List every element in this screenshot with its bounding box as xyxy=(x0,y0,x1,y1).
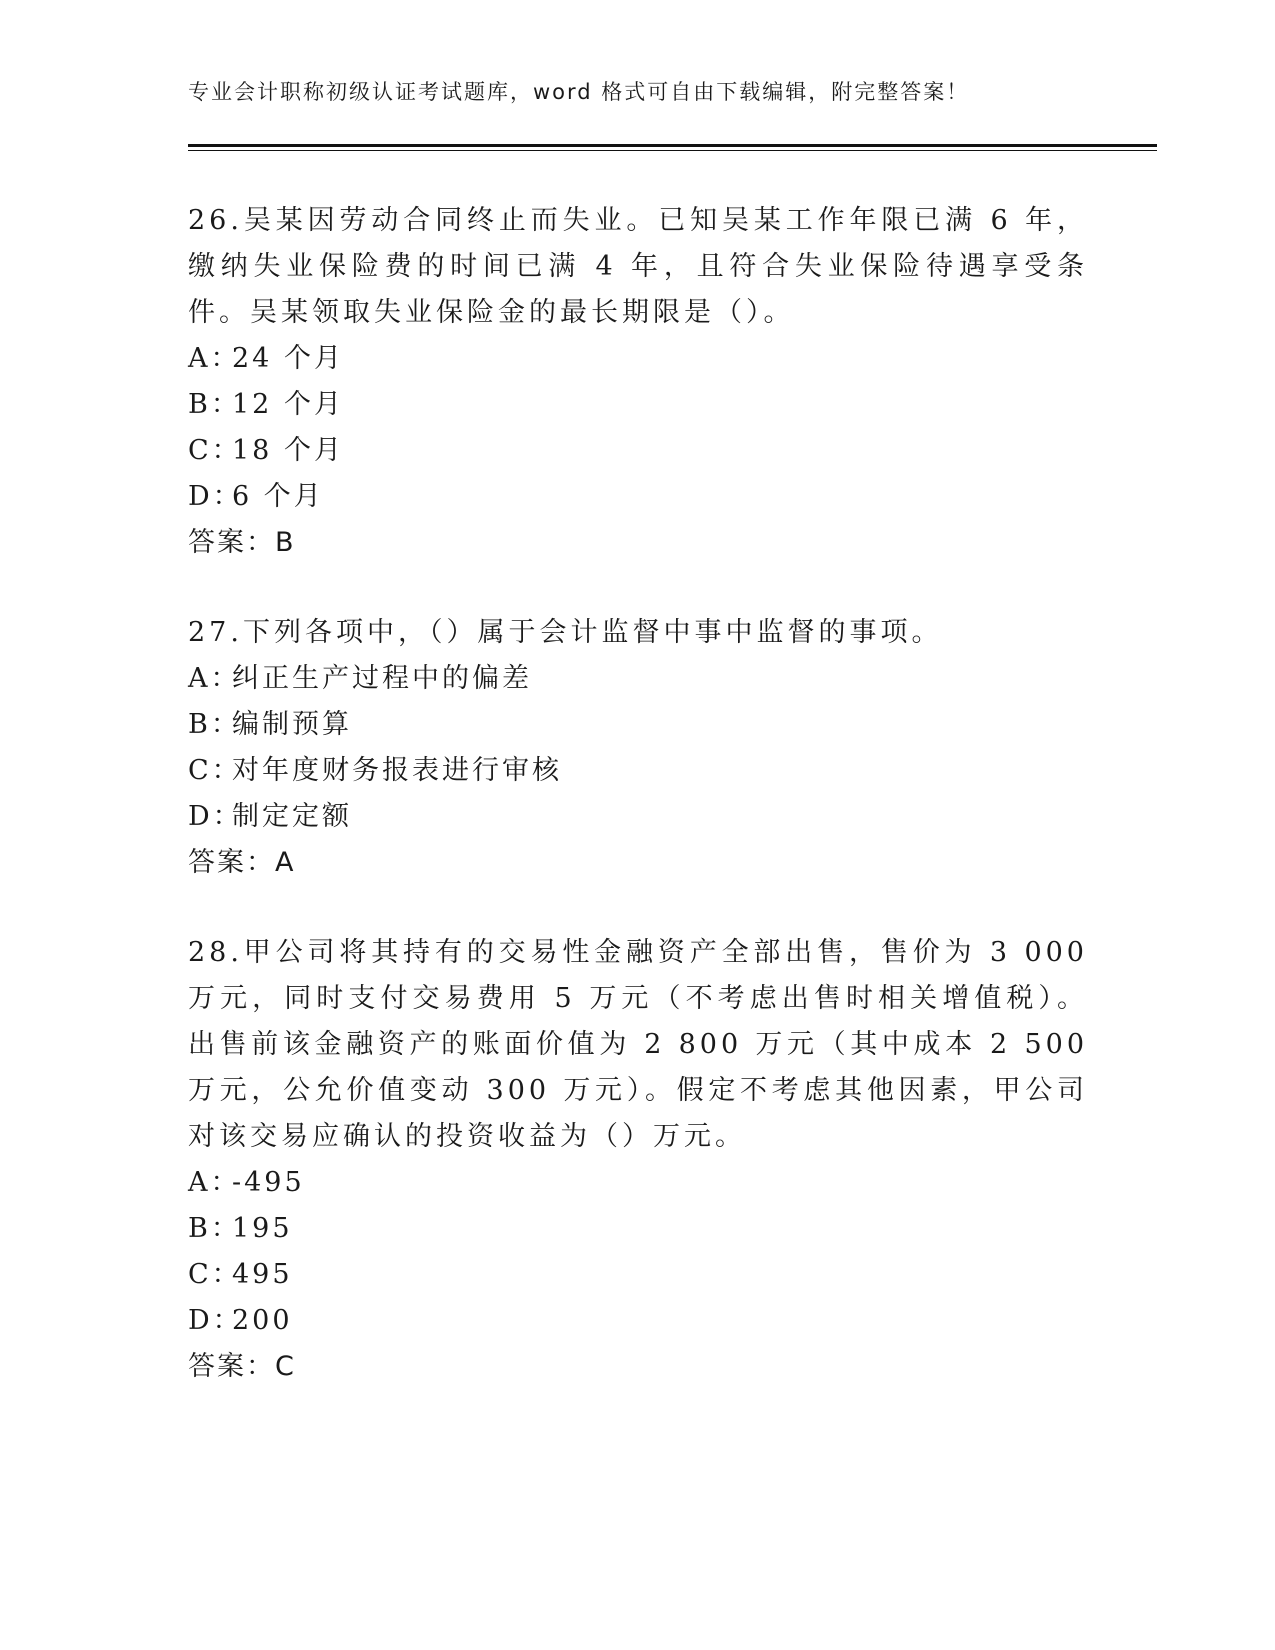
question-list xyxy=(188,198,1088,1434)
option-c xyxy=(188,428,1088,474)
option-a xyxy=(188,336,1088,382)
option-d xyxy=(188,794,1088,840)
option-letter: B： xyxy=(188,709,241,740)
option-c xyxy=(188,748,1088,794)
option-d xyxy=(188,1298,1088,1344)
option-text: 200 xyxy=(232,1305,293,1336)
option-letter: B： xyxy=(188,1213,241,1244)
option-c xyxy=(188,1252,1088,1298)
option-a xyxy=(188,1160,1088,1206)
option-text: 195 xyxy=(232,1213,293,1244)
option-letter: D： xyxy=(188,481,243,512)
option-letter: C： xyxy=(188,1259,242,1290)
option-letter: D： xyxy=(188,1305,243,1336)
answer: 答案：B xyxy=(188,527,296,558)
answer: 答案：C xyxy=(188,1351,296,1382)
option-text: 495 xyxy=(232,1259,293,1290)
question-stem: 26.吴某因劳动合同终止而失业。已知吴某工作年限已满 6 年，缴纳失业保险费的时间已满 4 年，且符合失业保险待遇享受条件。吴某领取失业保险金的最长期限是（）。 xyxy=(188,205,1088,328)
option-text: 24 个月 xyxy=(232,343,344,374)
header-divider xyxy=(188,144,1157,151)
option-letter: A： xyxy=(188,663,241,694)
option-text: 编制预算 xyxy=(232,709,352,740)
question-28 xyxy=(188,930,1088,1390)
option-b xyxy=(188,1206,1088,1252)
option-letter: D： xyxy=(188,801,243,832)
option-text: 制定定额 xyxy=(232,801,352,832)
option-text: 纠正生产过程中的偏差 xyxy=(232,663,532,694)
option-letter: C： xyxy=(188,755,242,786)
question-27 xyxy=(188,610,1088,886)
option-text: -495 xyxy=(232,1167,305,1198)
option-text: 对年度财务报表进行审核 xyxy=(232,755,562,786)
option-text: 18 个月 xyxy=(232,435,344,466)
option-d xyxy=(188,474,1088,520)
question-stem: 28.甲公司将其持有的交易性金融资产全部出售，售价为 3 000 万元，同时支付交易费用 5 万元（不考虑出售时相关增值税）。出售前该金融资产的账面价值为 2 800 万元（其中成本 2 500 万元，公允价值变动 300 万元）。假定不考虑其他因素，甲公司对该交易应确认的投资收益为（）万元。 xyxy=(188,937,1088,1152)
option-letter: A： xyxy=(188,1167,241,1198)
document-header: 专业会计职称初级认证考试题库，word 格式可自由下载编辑，附完整答案！ xyxy=(188,80,970,104)
option-a xyxy=(188,656,1088,702)
option-text: 6 个月 xyxy=(232,481,324,512)
option-b xyxy=(188,702,1088,748)
option-text: 12 个月 xyxy=(232,389,344,420)
option-letter: B： xyxy=(188,389,241,420)
option-letter: C： xyxy=(188,435,242,466)
option-b xyxy=(188,382,1088,428)
question-stem: 27.下列各项中，（）属于会计监督中事中监督的事项。 xyxy=(188,617,943,648)
option-letter: A： xyxy=(188,343,241,374)
answer: 答案：A xyxy=(188,847,296,878)
question-26 xyxy=(188,198,1088,566)
